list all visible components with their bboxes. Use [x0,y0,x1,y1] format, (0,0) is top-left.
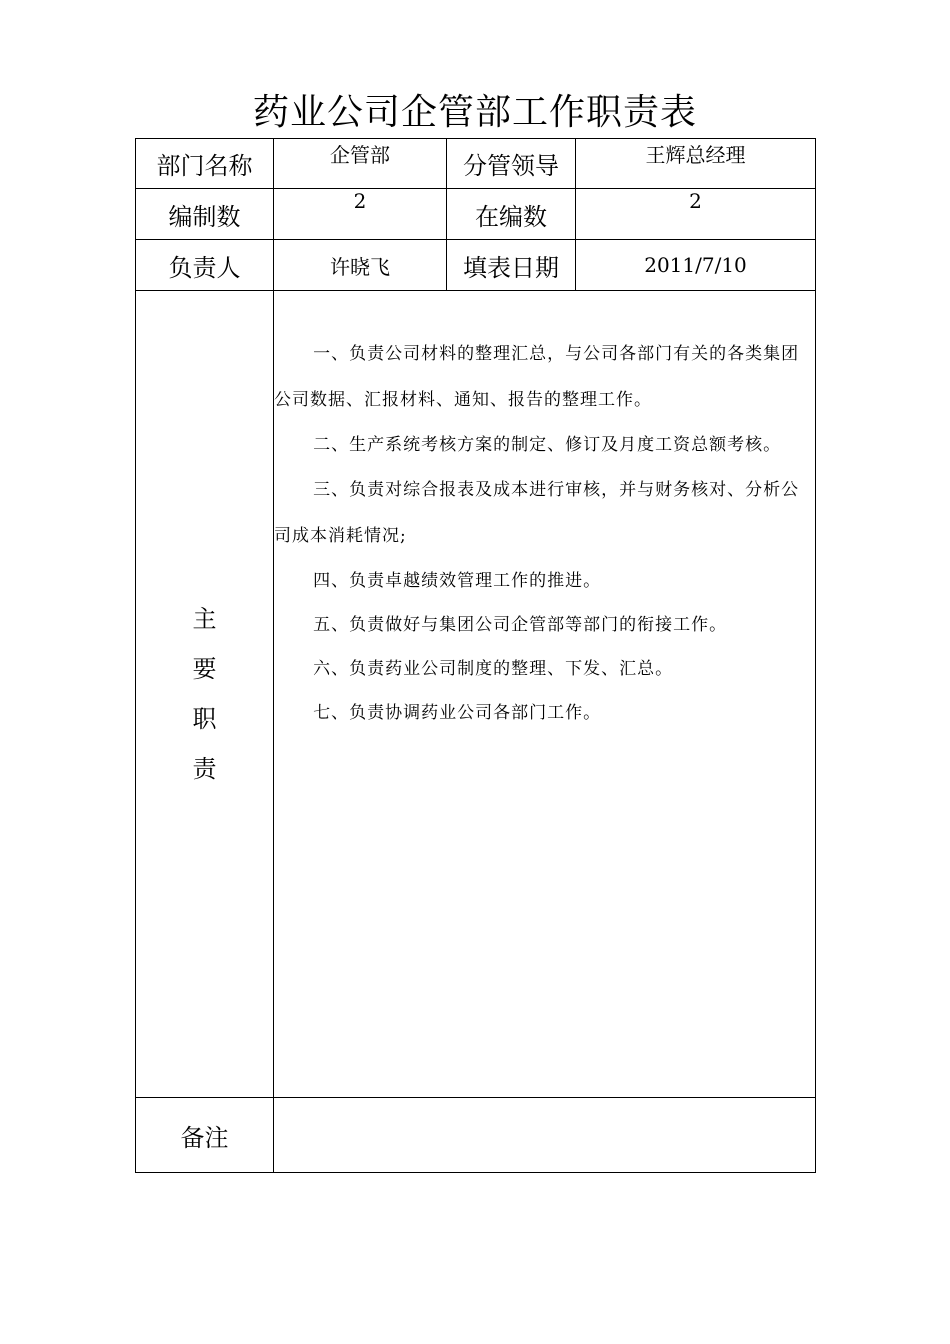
row-duties [136,291,816,1098]
duties-content [274,291,816,1098]
duties-label-char: 要 [192,655,217,683]
dept-name-value: 企管部 [274,139,447,189]
duty-item: 六、负责药业公司制度的整理、下发、汇总。 [313,659,674,679]
date-label: 填表日期 [447,240,576,291]
owner-value: 许晓飞 [274,240,447,291]
duties-label-char: 主 [192,605,217,633]
remarks-label: 备注 [136,1098,274,1173]
date-value: 2011/7/10 [576,240,816,291]
duty-form-table [135,138,816,1173]
staff-current-label: 在编数 [447,189,576,240]
duties-label [136,291,274,1098]
document-title: 药业公司企管部工作职责表 [252,92,697,133]
leader-label: 分管领导 [447,139,576,189]
duties-label-char: 责 [192,755,217,783]
duty-item: 五、负责做好与集团公司企管部等部门的衔接工作。 [313,615,728,635]
duties-label-char: 职 [192,705,217,733]
remarks-value [274,1098,816,1173]
duty-item: 七、负责协调药业公司各部门工作。 [313,703,602,723]
duty-item: 二、生产系统考核方案的制定、修订及月度工资总额考核。 [313,435,782,455]
duty-item: 四、负责卓越绩效管理工作的推进。 [313,571,602,591]
row-staff [136,189,816,240]
staff-current-value: 2 [576,189,816,240]
staff-quota-label: 编制数 [136,189,274,240]
dept-name-label: 部门名称 [136,139,274,189]
row-dept [136,139,816,189]
staff-quota-value: 2 [274,189,447,240]
owner-label: 负责人 [136,240,274,291]
duty-item: 三、负责对综合报表及成本进行审核，并与财务核对、分析公司成本消耗情况; [274,480,800,546]
duty-item: 一、负责公司材料的整理汇总，与公司各部门有关的各类集团公司数据、汇报材料、通知、报告的整理工作。 [274,344,800,410]
leader-value: 王辉总经理 [576,139,816,189]
row-owner [136,240,816,291]
row-remarks [136,1098,816,1173]
